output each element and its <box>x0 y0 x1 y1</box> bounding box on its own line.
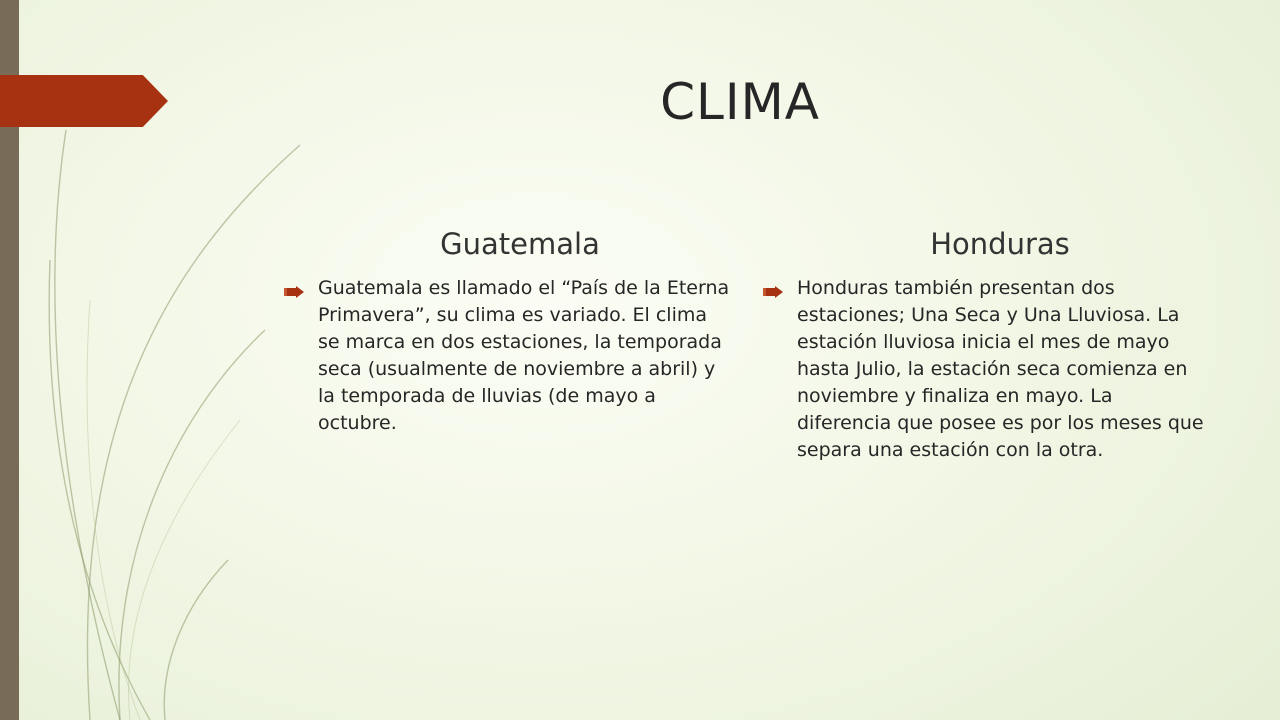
bullet-text-guatemala: Guatemala es llamado el “País de la Eterna Primavera”, su clima es variado. El clima se marca en dos estaciones, la temporada seca (usualmente de noviembre a abril) y la temporada de lluvias (de mayo a octubre. <box>318 277 730 434</box>
bullet-item-honduras <box>762 275 1212 464</box>
column-heading-guatemala: Guatemala <box>440 227 600 261</box>
curve-line <box>128 420 240 720</box>
bullet-item-guatemala <box>283 275 733 437</box>
arrow-bullet-icon <box>283 283 305 302</box>
column-heading-honduras: Honduras <box>930 227 1070 261</box>
curve-line <box>119 330 265 720</box>
arrow-bullet-icon <box>762 283 784 302</box>
curve-line <box>49 260 150 720</box>
title-accent-arrow <box>0 75 168 127</box>
curve-line <box>164 560 228 720</box>
curve-line <box>87 300 140 720</box>
curve-line <box>87 145 300 720</box>
slide-title: CLIMA <box>660 73 820 131</box>
bullet-text-honduras: Honduras también presentan dos estaciones; Una Seca y Una Lluviosa. La estación lluviosa inicia el mes de mayo hasta Julio, la estación seca comienza en noviembre y finaliza en mayo. La diferencia que posee es por los meses que separa una estación con la otra. <box>797 277 1204 461</box>
